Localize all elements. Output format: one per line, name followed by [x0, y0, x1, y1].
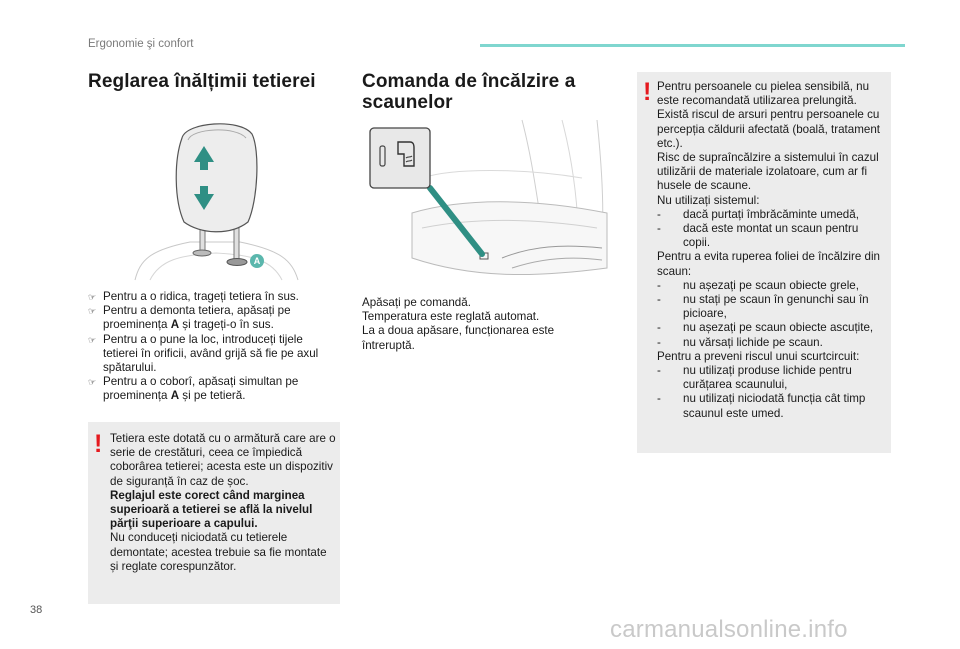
list-item: ☞ Pentru a o pune la loc, introduceți tijele tetierei în orificii, având grijă să fie pe axul spătarului. — [88, 332, 319, 375]
label-a: A — [170, 389, 180, 403]
pointing-hand-icon: ☞ — [88, 306, 97, 317]
warning-text: Nu conduceți niciodată cu tetierele demontate; acestea trebuie sa fie montate și reglate corespunzător. — [110, 531, 327, 573]
section-title: Ergonomie şi confort — [88, 38, 194, 50]
list-item: - nu stați pe scaun în genunchi sau în picioare, — [657, 293, 887, 321]
seat-heating-title: Comanda de încălzire a scaunelor — [362, 71, 576, 113]
callout-badge-a: A — [250, 254, 264, 268]
headrest-warning-box — [88, 422, 340, 604]
warning-icon: ! — [94, 430, 103, 458]
list-item: - dacă este montat un scaun pentru copii. — [657, 222, 887, 250]
header-accent-bar — [480, 44, 905, 47]
warning-list — [657, 279, 887, 350]
warning-icon: ! — [643, 78, 652, 106]
headrest-title: Reglarea înălțimii tetierei — [88, 71, 316, 92]
warning-text: Pentru persoanele cu pielea sensibilă, nu este recomandată utilizarea prelungită. — [657, 80, 870, 108]
page-number: 38 — [30, 604, 43, 616]
list-item: ☞ Pentru a demonta tetiera, apăsați pe proeminența A și trageți-o în sus. — [88, 304, 291, 332]
label-a: A — [170, 318, 180, 332]
list-item: - dacă purtați îmbrăcăminte umedă, — [657, 208, 887, 222]
seat-heating-illustration — [362, 118, 618, 288]
list-item: ☞ Pentru a o coborî, apăsați simultan pe proeminența A și pe tetieră. — [88, 375, 299, 403]
seat-heating-warning-box — [637, 72, 891, 453]
seat-heating-instructions: Apăsați pe comandă. Temperatura este reglată automat. La a doua apăsare, funcționarea este întreruptă. — [362, 296, 555, 352]
list-item: - nu vărsați lichide pe scaun. — [657, 336, 887, 350]
list-item: - nu așezați pe scaun obiecte ascuțite, — [657, 321, 887, 335]
list-item: - nu utilizați produse lichide pentru curățarea scaunului, — [657, 364, 887, 392]
warning-list — [657, 364, 887, 421]
warning-text: Există riscul de arsuri pentru persoanele cu percepția căldurii afectată (boală, tratament etc.). — [657, 108, 880, 150]
pointing-hand-icon: ☞ — [88, 377, 97, 388]
list-item: ☞ Pentru a o ridica, trageți tetiera în sus. — [88, 290, 299, 303]
warning-text: Nu utilizați sistemul: — [657, 193, 760, 207]
list-item: - nu utilizați niciodată funcția cât timp scaunul este umed. — [657, 392, 887, 420]
watermark: carmanualsonline.info — [610, 616, 848, 643]
headrest-illustration — [130, 110, 302, 282]
warning-text-bold: Reglajul este corect când marginea superioară a tetierei se află la nivelul părţii superioare a capului. — [110, 488, 313, 531]
warning-text: Pentru a evita ruperea foliei de încălzire din scaun: — [657, 250, 880, 278]
list-item: - nu așezați pe scaun obiecte grele, — [657, 279, 887, 293]
headrest-steps — [88, 290, 340, 404]
warning-text: Pentru a preveni riscul unui scurtcircuit: — [657, 349, 860, 363]
warning-text: Risc de supraîncălzire a sistemului în cazul utilizării de materiale izolatoare, cum ar fi husele de scaune. — [657, 151, 879, 193]
warning-list — [657, 208, 887, 251]
pointing-hand-icon: ☞ — [88, 334, 97, 345]
pointing-hand-icon: ☞ — [88, 292, 97, 302]
warning-text: Tetiera este dotată cu o armătură care are o serie de crestături, ceea ce împiedică coborârea tetierei; acesta este un dispozitiv de siguranță în caz de șoc. — [110, 432, 336, 488]
